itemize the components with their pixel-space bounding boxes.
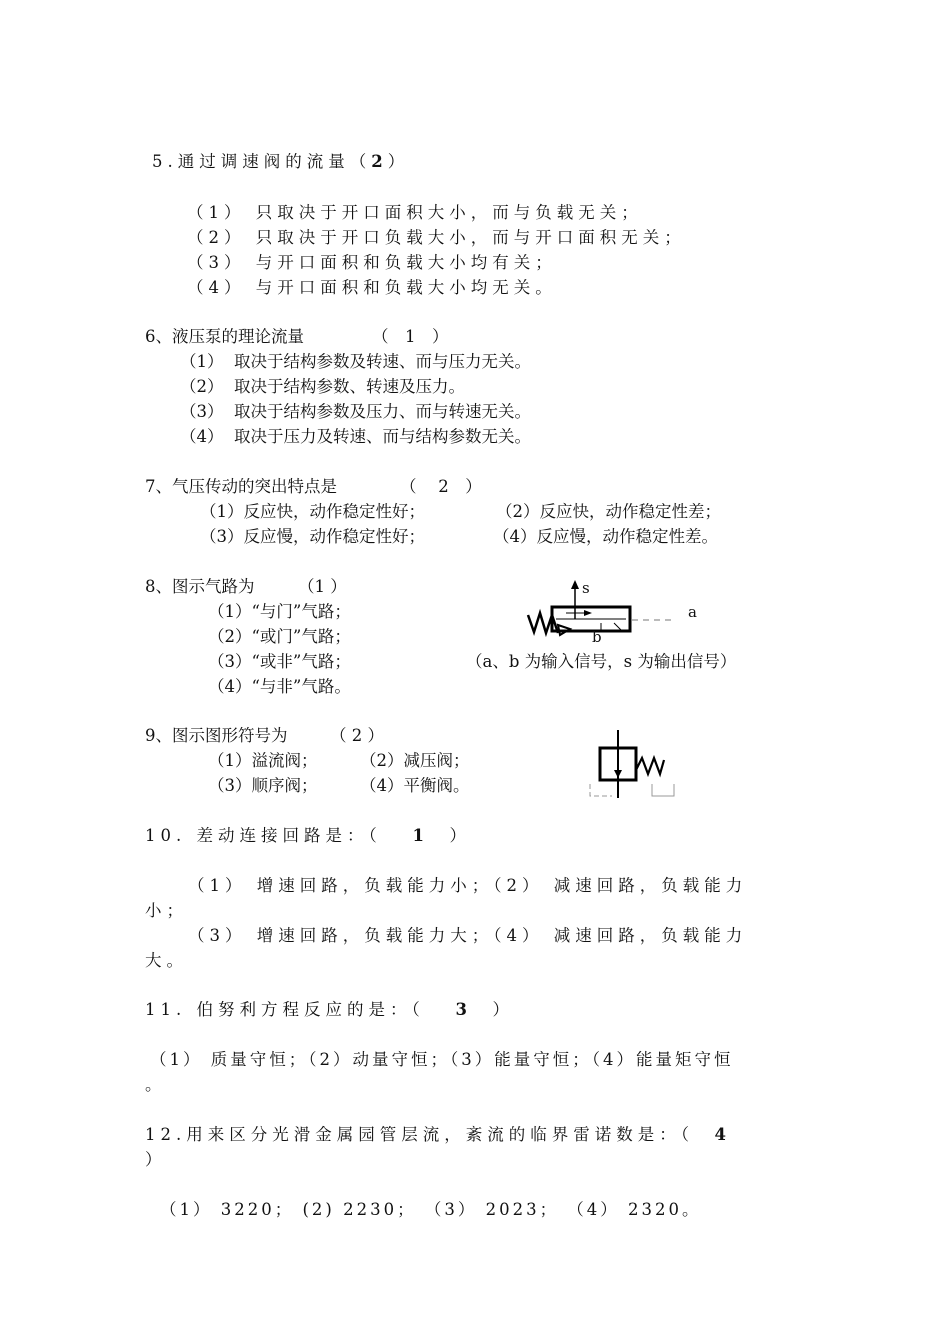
q7-option-2: （2）反应快，动作稳定性差； [496, 502, 721, 521]
pneumatic-circuit-diagram [526, 577, 706, 647]
q9-option-4: （4）平衡阀。 [360, 776, 470, 795]
q9-answer: （ 2 ） [330, 726, 384, 745]
q6-answer: （ 1 ） [372, 327, 449, 346]
q7-answer: （ 2 ） [400, 477, 482, 496]
q6-option-4: （4） 取决于压力及转速、而与结构参数无关。 [180, 427, 531, 446]
q10-line-4: 大。 [145, 951, 188, 970]
diagram-label-s: s [582, 579, 590, 597]
q7-option-1: （1）反应快，动作稳定性好； [200, 502, 425, 521]
q8-title: 8、图示气路为 [145, 577, 255, 596]
q9-option-1: （1）溢流阀； [208, 751, 318, 770]
q8-option-3: （3）“或非”气路； [208, 652, 351, 671]
q11-line-1: （1） 质量守恒；（2）动量守恒；（3）能量守恒；（4）能量矩守恒 [150, 1050, 734, 1069]
q7-title: 7、气压传动的突出特点是 [145, 477, 337, 496]
q9-option-2: （2）减压阀； [360, 751, 470, 770]
q7-option-4: （4）反应慢，动作稳定性差。 [493, 527, 718, 546]
q10-line-2: 小； [145, 901, 188, 920]
q11-line-2: 。 [145, 1075, 167, 1094]
diagram-label-b: b [592, 628, 602, 646]
q8-option-4: （4）“与非”气路。 [208, 677, 351, 696]
q12-close: ） [145, 1150, 167, 1169]
q5-option-3: （3） 与开口面积和负载大小均有关； [187, 253, 557, 272]
q5-option-1: （1） 只取决于开口面积大小，而与负载无关； [187, 203, 643, 222]
q12-title: 12.用来区分光滑金属园管层流，紊流的临界雷诺数是：（ 4 [145, 1125, 731, 1144]
q12-options: （1） 3220； (2) 2230； （3） 2023； （4） 2320。 [160, 1200, 702, 1219]
q9-title: 9、图示图形符号为 [145, 726, 288, 745]
q5-option-4: （4） 与开口面积和负载大小均无关。 [187, 278, 557, 297]
q8-option-1: （1）“与门”气路； [208, 602, 351, 621]
q10-line-1: （1） 增速回路，负载能力小；（2） 减速回路，负载能力 [188, 876, 748, 895]
q10-answer: 1 [412, 826, 429, 845]
q6-title: 6、液压泵的理论流量 [145, 327, 304, 346]
q8-option-2: （2）“或门”气路； [208, 627, 351, 646]
q11-title: 11. 伯努利方程反应的是：（ 3 ） [145, 1000, 514, 1019]
q5-title: 5.通过调速阀的流量（2） [152, 152, 410, 171]
q8-answer: （1 ） [298, 577, 347, 596]
q12-answer: 4 [714, 1125, 731, 1144]
diagram-label-a: a [688, 603, 697, 621]
q9-option-3: （3）顺序阀； [208, 776, 318, 795]
q6-option-3: （3） 取决于结构参数及压力、而与转速无关。 [180, 402, 531, 421]
q10-title: 10. 差动连接回路是：（ 1 ） [145, 826, 471, 845]
q5-answer: 2 [371, 152, 388, 171]
q6-option-2: （2） 取决于结构参数、转速及压力。 [180, 377, 465, 396]
q5-option-2: （2） 只取决于开口负载大小，而与开口面积无关； [187, 228, 686, 247]
diagram-caption: （a、b 为输入信号，s 为输出信号） [466, 652, 737, 671]
pressure-reducing-valve-symbol [588, 728, 678, 800]
q7-option-3: （3）反应慢，动作稳定性好； [200, 527, 425, 546]
q6-option-1: （1） 取决于结构参数及转速、而与压力无关。 [180, 352, 531, 371]
q11-answer: 3 [455, 1000, 472, 1019]
q10-line-3: （3） 增速回路，负载能力大；（4） 减速回路，负载能力 [188, 926, 748, 945]
